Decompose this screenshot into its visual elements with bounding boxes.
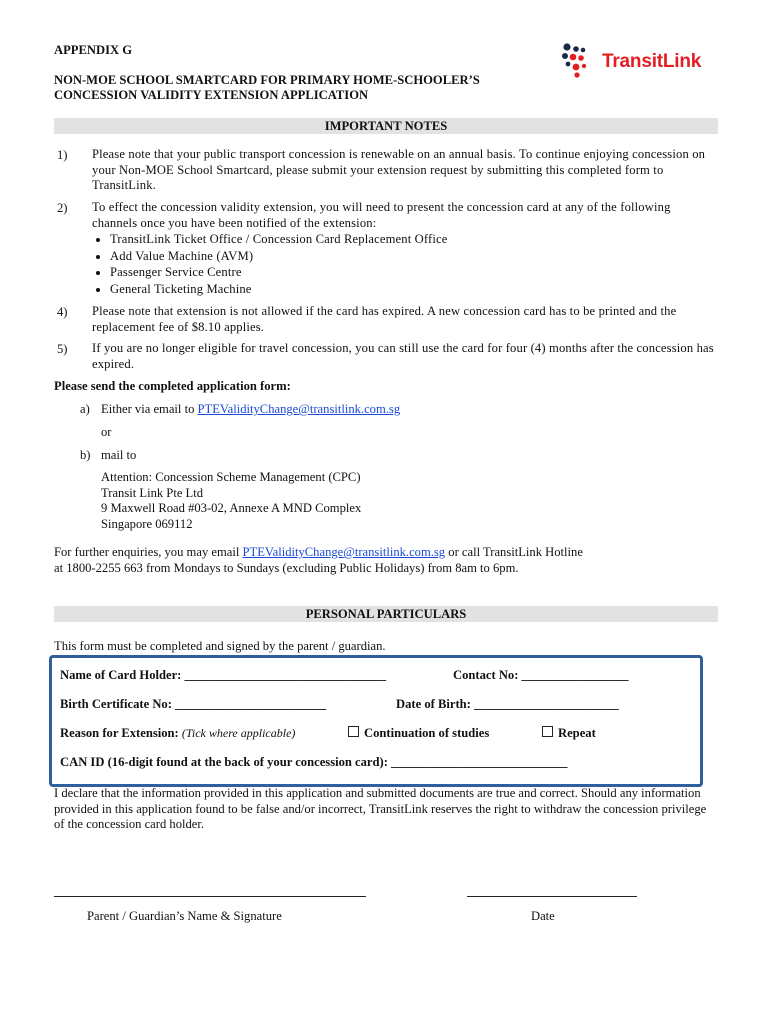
enquiries (54, 545, 724, 576)
note-number: 4) (57, 305, 68, 319)
logo-text: TransitLink (602, 51, 702, 72)
card-holder-name-field[interactable]: Name of Card Holder: ________________________________ (60, 668, 387, 682)
repeat-option[interactable] (542, 726, 596, 741)
checkbox[interactable] (542, 726, 553, 737)
address-line: Transit Link Pte Ltd (101, 485, 204, 500)
reason-hint: (Tick where applicable) (181, 726, 296, 740)
or-label: or (101, 425, 112, 439)
option-a-text: Either via email to (101, 402, 195, 416)
enquiries-suffix: or call TransitLink Hotline (448, 545, 583, 559)
logo-dots-icon (560, 42, 600, 82)
note-number: 2) (57, 201, 68, 215)
option-a (101, 402, 400, 417)
list-item: • Passenger Service Centre (110, 264, 718, 281)
note-text: If you are no longer eligible for travel concession, you can still use the card for four (4) months after the concession has expired. (92, 341, 714, 371)
note-text: Please note that extension is not allowed if the card has expired. A new concession card has to be printed and the replacement fee of $8.10 applies. (92, 304, 677, 334)
option-b-text: mail to (101, 448, 137, 462)
continuation-label: Continuation of studies (364, 726, 490, 740)
date-line[interactable] (467, 896, 637, 897)
declaration-text: I declare that the information provided in this application and submitted documents are true and correct. Should any information provided in this application found to be false and/or incorrect, TransitLink reserves the right to withdraw the concession privilege of the concession card holder. (54, 786, 707, 831)
can-id-field[interactable]: CAN ID (16-digit found at the back of your concession card): ____________________________ (60, 755, 568, 769)
note-number: 5) (57, 342, 68, 356)
send-heading: Please send the completed application form: (54, 379, 291, 393)
option-a-marker: a) (80, 402, 90, 416)
repeat-label: Repeat (558, 726, 596, 740)
enquiries-hotline: at 1800-2255 663 from Mondays to Sundays (excluding Public Holidays) from 8am to 6pm. (54, 560, 519, 575)
transitlink-logo (560, 42, 725, 84)
signature-label: Parent / Guardian’s Name & Signature (87, 909, 282, 923)
note-2-block (92, 200, 718, 297)
address-line: Singapore 069112 (101, 516, 193, 531)
channel-list (92, 231, 718, 297)
address-line: Attention: Concession Scheme Management (CPC) (101, 470, 361, 484)
list-item: • TransitLink Ticket Office / Concession Card Replacement Office (110, 231, 718, 248)
signature-line[interactable] (54, 896, 366, 897)
appendix-label: APPENDIX G (54, 43, 133, 57)
form-intro: This form must be completed and signed by the parent / guardian. (54, 639, 386, 653)
form-title-line2: CONCESSION VALIDITY EXTENSION APPLICATION (54, 88, 369, 102)
checkbox[interactable] (348, 726, 359, 737)
reason-title: Reason for Extension: (60, 726, 179, 740)
contact-number-field[interactable]: Contact No: _________________ (453, 668, 629, 682)
address-line: 9 Maxwell Road #03-02, Annexe A MND Complex (101, 501, 362, 515)
reason-label (60, 726, 295, 741)
date-of-birth-field[interactable]: Date of Birth: _______________________ (396, 697, 619, 711)
note-text: To effect the concession validity extension, you will need to present the concession card at any of the following channels once you have been notified of the extension: (92, 200, 671, 230)
continuation-option[interactable] (348, 726, 489, 741)
list-item: • Add Value Machine (AVM) (110, 248, 718, 265)
date-label: Date (531, 909, 555, 923)
enquiries-email-link[interactable]: PTEValidityChange@transitlink.com.sg (242, 545, 446, 559)
enquiries-prefix: For further enquiries, you may email (54, 545, 240, 559)
email-link[interactable]: PTEValidityChange@transitlink.com.sg (197, 402, 401, 416)
note-number: 1) (57, 148, 68, 162)
birth-certificate-field[interactable]: Birth Certificate No: ________________________ (60, 697, 327, 711)
note-text: Please note that your public transport concession is renewable on an annual basis. To continue enjoying concession on your Non-MOE School Smartcard, please submit your extension request by submitting this completed form to TransitLink. (92, 147, 706, 192)
personal-particulars-heading: PERSONAL PARTICULARS (54, 606, 718, 622)
important-notes-heading: IMPORTANT NOTES (54, 118, 718, 134)
list-item: • General Ticketing Machine (110, 281, 718, 298)
option-b-marker: b) (80, 448, 91, 462)
mailing-address (101, 470, 361, 532)
form-title-line1: NON-MOE SCHOOL SMARTCARD FOR PRIMARY HOME-SCHOOLER’S (54, 73, 480, 87)
